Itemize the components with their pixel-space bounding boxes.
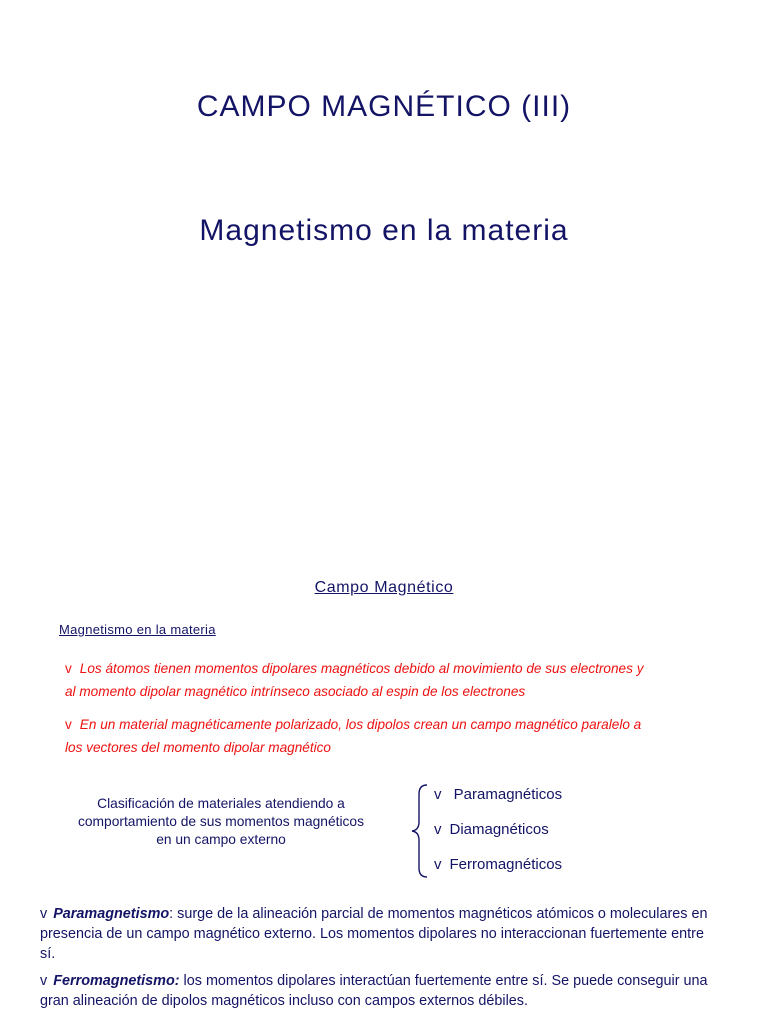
- definition-term: Ferromagnetismo:: [53, 973, 180, 989]
- section-heading: [0, 579, 768, 597]
- bullet-text: Los átomos tienen momentos dipolares magnéticos debido al movimiento de sus electrones y: [79, 661, 644, 676]
- bullet-point-polarized: [65, 713, 715, 759]
- definition-line: presencia de un campo magnético externo. Los momentos dipolares no interaccionan fuertemente entre: [40, 926, 704, 942]
- classification-label-line: en un campo externo: [156, 832, 286, 847]
- section-heading-text: Campo Magnético: [314, 579, 454, 596]
- bullet-marker: v: [434, 821, 442, 838]
- bullet-marker: v: [40, 973, 48, 989]
- bullet-text: En un material magnéticamente polarizado, los dipolos crean un campo magnético paralelo a: [79, 717, 642, 732]
- subsection-heading-text: Magnetismo en la materia: [59, 622, 216, 637]
- class-item-label: Diamagnéticos: [449, 821, 549, 838]
- bullet-marker: v: [434, 856, 442, 873]
- definition-ferromagnetism: [40, 971, 740, 1011]
- class-item-ferromagnetic: [434, 856, 562, 873]
- class-item-diamagnetic: [434, 821, 549, 838]
- definition-line: [40, 904, 740, 924]
- classification-label-line: comportamiento de sus momentos magnéticos: [77, 814, 365, 829]
- slide-title: CAMPO MAGNÉTICO (III): [196, 90, 572, 123]
- bullet-marker: v: [65, 661, 72, 676]
- classification-label-line: Clasificación de materiales atendiendo a: [97, 796, 345, 811]
- definition-term: Paramagnetismo: [53, 906, 170, 922]
- definition-line: gran alineación de dipolos magnéticos incluso con campos externos débiles.: [40, 993, 528, 1009]
- definition-line: sí.: [40, 946, 56, 962]
- definition-separator: :: [169, 906, 174, 922]
- classification-label: [62, 795, 380, 849]
- slide-subtitle: Magnetismo en la materia: [199, 214, 569, 247]
- definition-text: los momentos dipolares interactúan fuertemente entre sí. Se puede conseguir una: [179, 973, 708, 989]
- bullet-marker: v: [65, 717, 72, 732]
- class-item-label: Ferromagnéticos: [449, 856, 563, 873]
- definition-paramagnetism: [40, 904, 740, 964]
- bullet-line: [65, 657, 715, 680]
- class-item-label: Paramagnéticos: [453, 786, 563, 803]
- bullet-line: [65, 713, 715, 736]
- bullet-line: los vectores del momento dipolar magnético: [65, 740, 331, 755]
- class-item-paramagnetic: [434, 786, 562, 803]
- subsection-heading: [59, 622, 216, 637]
- bullet-line: al momento dipolar magnético intrínseco asociado al espin de los electrones: [65, 684, 526, 699]
- definition-line: [40, 971, 740, 991]
- bullet-marker: v: [434, 786, 442, 803]
- definition-text: surge de la alineación parcial de momentos magnéticos atómicos o moleculares en: [173, 906, 708, 922]
- bullet-marker: v: [40, 906, 48, 922]
- curly-brace-icon: [410, 782, 432, 880]
- bullet-point-atoms: [65, 657, 715, 703]
